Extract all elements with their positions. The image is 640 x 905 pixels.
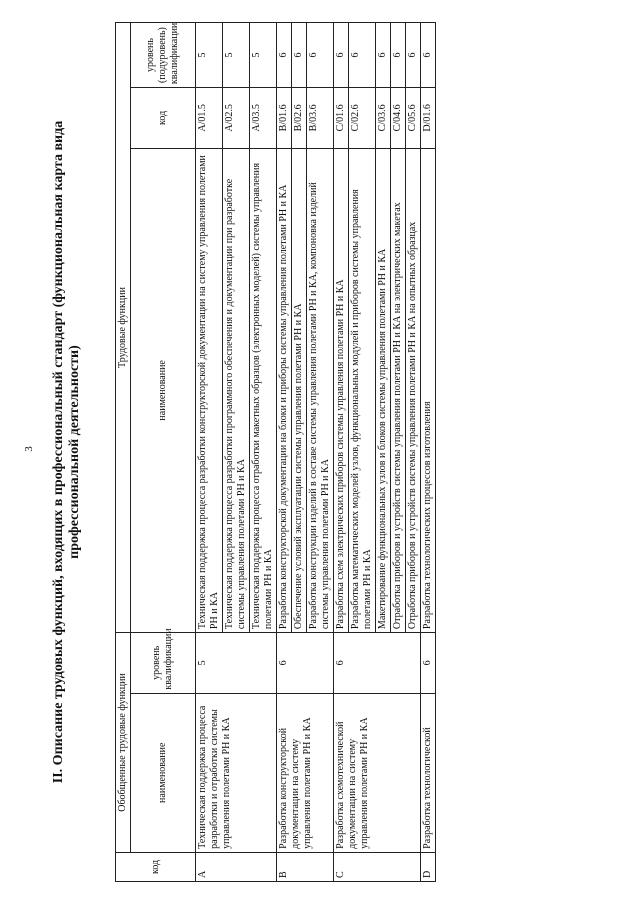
group-name: Разработка схемотехнической документации на систему управления полетами РН и КА — [334, 693, 421, 852]
function-name: Макетирование функциональных узлов и блоков системы управления полетами РН и КА — [376, 148, 391, 632]
function-level: 5 — [223, 23, 250, 88]
function-level: 6 — [277, 23, 292, 88]
header-generalized-level: уровень квалификации — [131, 633, 196, 694]
header-labor-code: код — [131, 88, 196, 149]
function-code: D/01.6 — [421, 88, 436, 149]
function-name: Разработка схем электрических приборов системы управления полетами РН и КА — [334, 148, 349, 632]
function-level: 6 — [406, 23, 421, 88]
header-row-1 — [116, 23, 131, 882]
function-name: Обеспечение условий эксплуатации системы управления полетами РН и КА — [292, 148, 307, 632]
group-code: C — [334, 852, 421, 881]
function-name: Разработка математических моделей узлов, функциональных модулей и приборов системы управления полетами РН и КА — [349, 148, 376, 632]
header-code: код — [116, 852, 196, 881]
function-level: 6 — [292, 23, 307, 88]
function-code: C/01.6 — [334, 88, 349, 149]
function-name: Отработка приборов и устройств системы управления полетами РН и КА на электрических макетах — [391, 148, 406, 632]
function-level: 5 — [250, 23, 277, 88]
table-row — [421, 23, 436, 882]
title-line-1: II. Описание трудовых функций, входящих в профессиональный стандарт (функциональная карта вида — [51, 120, 66, 784]
function-code: A/03.5 — [250, 88, 277, 149]
title-line-2: профессиональной деятельности) — [67, 345, 82, 559]
function-name: Техническая поддержка процесса отработки макетных образцов (электронных моделей) системы управления полетами РН и КА — [250, 148, 277, 632]
group-level: 6 — [334, 633, 421, 694]
group-name: Разработка конструкторской документации на систему управления полетами РН и КА — [277, 693, 334, 852]
function-name: Разработка конструкторской документации на блоки и приборы системы управления полетами РН и КА — [277, 148, 292, 632]
function-code: C/02.6 — [349, 88, 376, 149]
function-name: Техническая поддержка процесса разработки программного обеспечения и документации при разработке системы управления полетами РН и КА — [223, 148, 250, 632]
header-labor-level: уровень (подуровень) квалификации — [131, 23, 196, 88]
page-number: 3 — [22, 446, 35, 452]
function-name: Техническая поддержка процесса разработки конструкторской документации на систему управления полетами РН и КА — [196, 148, 223, 632]
header-generalized-functions: Обобщенные трудовые функции — [116, 633, 131, 853]
group-name: Разработка технологической — [421, 693, 436, 852]
function-code: B/02.6 — [292, 88, 307, 149]
header-row-2 — [131, 23, 196, 882]
group-level: 6 — [421, 633, 436, 694]
group-code: D — [421, 852, 436, 881]
group-code: B — [277, 852, 334, 881]
group-code: A — [196, 852, 277, 881]
function-code: A/01.5 — [196, 88, 223, 149]
function-code: B/01.6 — [277, 88, 292, 149]
group-level: 6 — [277, 633, 334, 694]
table-row — [334, 23, 349, 882]
rotated-page-content — [15, 2, 625, 902]
function-code: B/03.6 — [307, 88, 334, 149]
section-title — [51, 2, 83, 902]
function-code: C/03.6 — [376, 88, 391, 149]
group-name: Техническая поддержка процесса разработки и отработки системы управления полетами РН и КА — [196, 693, 277, 852]
function-name: Разработка технологических процессов изготовления — [421, 148, 436, 632]
function-level: 5 — [196, 23, 223, 88]
header-labor-name: наименование — [131, 148, 196, 632]
function-level: 6 — [391, 23, 406, 88]
header-labor-functions: Трудовые функции — [116, 23, 131, 633]
table-row — [196, 23, 223, 882]
function-level: 6 — [334, 23, 349, 88]
function-name: Отработка приборов и устройств системы управления полетами РН и КА на опытных образцах — [406, 148, 421, 632]
function-code: C/04.6 — [391, 88, 406, 149]
function-level: 6 — [349, 23, 376, 88]
header-generalized-name: наименование — [131, 693, 196, 852]
function-level: 6 — [421, 23, 436, 88]
functional-map-table — [115, 22, 436, 882]
group-level: 5 — [196, 633, 277, 694]
function-name: Разработка конструкции изделий в составе системы управления полетами РН и КА, компоновка изделий системы управления полетами РН и КА — [307, 148, 334, 632]
function-level: 6 — [376, 23, 391, 88]
function-code: A/02.5 — [223, 88, 250, 149]
function-level: 6 — [307, 23, 334, 88]
function-code: C/05.6 — [406, 88, 421, 149]
table-row — [277, 23, 292, 882]
